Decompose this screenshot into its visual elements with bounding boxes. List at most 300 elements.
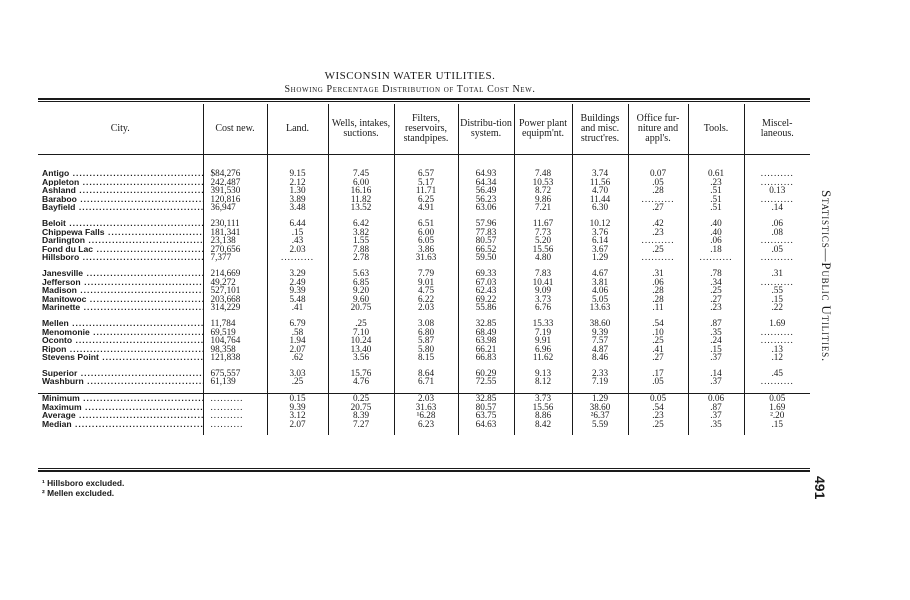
- city-name: Jefferson .....: [42, 278, 203, 287]
- table-row: [38, 169, 810, 178]
- value-cell: 9.01: [394, 278, 458, 287]
- value-cell: 7.83: [514, 269, 572, 278]
- city-cell: [38, 394, 203, 403]
- city-cell: [38, 269, 203, 278]
- value-cell: .31: [771, 268, 783, 278]
- value-cell: .11: [628, 303, 688, 312]
- spacer-cell: [572, 212, 628, 219]
- value-cell: 6.51: [394, 219, 458, 228]
- city-name: Mellen .....: [42, 319, 203, 328]
- spacer-row: [38, 155, 810, 170]
- value-cell: ²6.37: [572, 411, 628, 420]
- column-header: City.: [38, 104, 203, 155]
- column-header: Cost new.: [203, 104, 267, 155]
- value-cell: .06: [688, 236, 744, 245]
- city-cell: [38, 377, 203, 386]
- value-cell: 5.63: [328, 269, 394, 278]
- value-cell: 11.44: [572, 195, 628, 204]
- city-cell: [38, 336, 203, 345]
- spacer-cell: [744, 386, 810, 394]
- table-row: [38, 278, 810, 287]
- value-cell: 66.52: [458, 245, 514, 254]
- city-cell: [38, 228, 203, 237]
- cost-cell: 120,816: [203, 195, 267, 204]
- value-cell: 5.48: [267, 295, 328, 304]
- table-row: [38, 195, 810, 204]
- city-name: Manitowoc .....: [42, 295, 203, 304]
- value-cell: 2.07: [267, 345, 328, 354]
- city-cell: [38, 295, 203, 304]
- spacer-cell: [688, 428, 744, 435]
- spacer-cell: [744, 155, 810, 170]
- city-name: Median .....: [42, 420, 203, 429]
- spacer-cell: [38, 212, 203, 219]
- value-cell: .14: [688, 369, 744, 378]
- spacer-cell: [628, 312, 688, 319]
- value-cell: 38.60: [572, 403, 628, 412]
- spacer-cell: [38, 386, 203, 394]
- value-cell: 3.67: [572, 245, 628, 254]
- footnote-2: ² Mellen excluded.: [42, 488, 115, 498]
- value-cell: 6.05: [394, 236, 458, 245]
- value-cell: 6.85: [328, 278, 394, 287]
- value-cell: ..........: [760, 336, 794, 345]
- value-cell: 6.22: [394, 295, 458, 304]
- table-row: [38, 403, 810, 412]
- value-cell: 6.25: [394, 195, 458, 204]
- city-cell: [38, 178, 203, 187]
- spacer-cell: [628, 212, 688, 219]
- value-cell: 15.33: [514, 319, 572, 328]
- spacer-cell: [203, 155, 267, 170]
- cost-cell: $84,276: [203, 169, 267, 178]
- value-cell: 3.12: [267, 411, 328, 420]
- value-cell: 7.19: [514, 328, 572, 337]
- table-row: [38, 411, 810, 420]
- value-cell: 1.29: [572, 253, 628, 262]
- spacer-cell: [688, 386, 744, 394]
- column-header: Office fur-niture and appl's.: [628, 104, 688, 155]
- column-header: Distribu-tion system.: [458, 104, 514, 155]
- value-cell: .27: [688, 295, 744, 304]
- value-cell: 80.57: [458, 403, 514, 412]
- value-cell: 6.00: [394, 228, 458, 237]
- value-cell: .78: [688, 269, 744, 278]
- value-cell: 1.94: [267, 336, 328, 345]
- bottom-rule-thin: [38, 468, 810, 469]
- value-cell: 10.53: [514, 178, 572, 187]
- value-cell: 6.79: [267, 319, 328, 328]
- value-cell: 1.69: [769, 402, 786, 412]
- city-cell: [38, 195, 203, 204]
- value-cell: 64.63: [458, 420, 514, 429]
- value-cell: 7.45: [328, 169, 394, 178]
- spacer-cell: [267, 362, 328, 369]
- value-cell: 8.39: [328, 411, 394, 420]
- value-cell: ..........: [760, 377, 794, 387]
- city-cell: [38, 245, 203, 254]
- page-number: 491: [812, 476, 828, 500]
- value-cell: 63.06: [458, 203, 514, 212]
- value-cell: .15: [771, 294, 783, 304]
- cost-cell: 36,947: [203, 203, 267, 212]
- cost-cell: 61,139: [203, 377, 267, 386]
- spacer-cell: [628, 362, 688, 369]
- value-cell: 4.76: [328, 377, 394, 386]
- city-cell: [38, 219, 203, 228]
- value-cell: .17: [628, 369, 688, 378]
- city-cell: [38, 328, 203, 337]
- value-cell: .18: [688, 245, 744, 254]
- value-cell: ..........: [628, 236, 688, 245]
- table-row: [38, 336, 810, 345]
- value-cell: .51: [688, 203, 744, 212]
- value-cell: 2.33: [572, 369, 628, 378]
- spacer-cell: [38, 312, 203, 319]
- cost-cell: 242,487: [203, 178, 267, 187]
- value-cell: .35: [688, 420, 744, 429]
- city-name: Minimum .....: [42, 394, 203, 403]
- value-cell: 5.80: [394, 345, 458, 354]
- value-cell: 56.49: [458, 186, 514, 195]
- table-row: [38, 369, 810, 378]
- table-row: [38, 178, 810, 187]
- spacer-cell: [38, 262, 203, 269]
- value-cell: 11.56: [572, 178, 628, 187]
- cost-cell: 181,341: [203, 228, 267, 237]
- city-name: Baraboo .....: [42, 195, 203, 204]
- value-cell: 8.46: [572, 353, 628, 362]
- value-cell: 9.86: [514, 195, 572, 204]
- value-cell: .05: [771, 244, 783, 254]
- value-cell: 63.98: [458, 336, 514, 345]
- value-cell: 1.30: [267, 186, 328, 195]
- cost-cell: ..........: [203, 420, 267, 429]
- value-cell: .05: [628, 178, 688, 187]
- table-row: [38, 228, 810, 237]
- value-cell: 3.56: [328, 353, 394, 362]
- value-cell: .51: [688, 195, 744, 204]
- table-row: [38, 328, 810, 337]
- spacer-cell: [394, 262, 458, 269]
- value-cell: 6.44: [267, 219, 328, 228]
- value-cell: 32.85: [458, 319, 514, 328]
- value-cell: 6.80: [394, 328, 458, 337]
- city-cell: [38, 169, 203, 178]
- value-cell: .42: [628, 219, 688, 228]
- table-row: [38, 269, 810, 278]
- value-cell: ..........: [760, 177, 794, 187]
- spacer-cell: [688, 362, 744, 369]
- value-cell: 15.76: [328, 369, 394, 378]
- value-cell: .23: [628, 228, 688, 237]
- city-name: Oconto .....: [42, 336, 203, 345]
- spacer-cell: [514, 262, 572, 269]
- city-cell: [38, 353, 203, 362]
- value-cell: 9.39: [267, 286, 328, 295]
- value-cell: 6.96: [514, 345, 572, 354]
- value-cell: .23: [688, 178, 744, 187]
- value-cell: 13.40: [328, 345, 394, 354]
- city-cell: [38, 278, 203, 287]
- value-cell: 5.87: [394, 336, 458, 345]
- value-cell: 8.86: [514, 411, 572, 420]
- value-cell: .15: [267, 228, 328, 237]
- value-cell: 6.71: [394, 377, 458, 386]
- value-cell: 8.72: [514, 186, 572, 195]
- spacer-cell: [514, 155, 572, 170]
- value-cell: 3.89: [267, 195, 328, 204]
- spacer-cell: [688, 212, 744, 219]
- value-cell: 8.12: [514, 377, 572, 386]
- value-cell: ¹6.28: [394, 411, 458, 420]
- spacer-cell: [328, 362, 394, 369]
- value-cell: .51: [688, 186, 744, 195]
- value-cell: 11.82: [328, 195, 394, 204]
- value-cell: .40: [688, 219, 744, 228]
- table-row: [38, 295, 810, 304]
- value-cell: 31.63: [394, 403, 458, 412]
- value-cell: 6.57: [394, 169, 458, 178]
- value-cell: 2.03: [394, 303, 458, 312]
- value-cell: 77.83: [458, 228, 514, 237]
- value-cell: ..........: [760, 253, 794, 262]
- top-rule: [38, 98, 810, 100]
- value-cell: 1.55: [328, 236, 394, 245]
- value-cell: 7.10: [328, 328, 394, 337]
- value-cell: 66.83: [458, 353, 514, 362]
- city-cell: [38, 420, 203, 429]
- value-cell: 7.21: [514, 203, 572, 212]
- column-header: Miscel-laneous.: [744, 104, 810, 155]
- spacer-cell: [458, 428, 514, 435]
- value-cell: .40: [688, 228, 744, 237]
- spacer-cell: [38, 428, 203, 435]
- value-cell: .12: [771, 353, 783, 362]
- value-cell: ..........: [760, 194, 794, 204]
- value-cell: .27: [628, 353, 688, 362]
- value-cell: .25: [688, 286, 744, 295]
- value-cell: 3.81: [572, 278, 628, 287]
- value-cell: .37: [688, 353, 744, 362]
- value-cell: 59.50: [458, 253, 514, 262]
- value-cell: 4.91: [394, 203, 458, 212]
- value-cell: 55.86: [458, 303, 514, 312]
- city-name: Darlington .....: [42, 236, 203, 245]
- value-cell: .43: [267, 236, 328, 245]
- value-cell: .87: [688, 319, 744, 328]
- value-cell: .25: [267, 377, 328, 386]
- city-cell: [38, 186, 203, 195]
- value-cell: .34: [688, 278, 744, 287]
- cost-cell: 7,377: [203, 253, 267, 262]
- value-cell: 6.14: [572, 236, 628, 245]
- value-cell: 7.19: [572, 377, 628, 386]
- city-cell: [38, 411, 203, 420]
- value-cell: 7.73: [514, 228, 572, 237]
- value-cell: 3.73: [514, 295, 572, 304]
- spacer-cell: [458, 386, 514, 394]
- value-cell: ..........: [267, 253, 328, 262]
- spacer-cell: [203, 212, 267, 219]
- value-cell: .35: [688, 328, 744, 337]
- value-cell: 3.73: [514, 394, 572, 403]
- spacer-cell: [203, 428, 267, 435]
- city-name: Maximum .....: [42, 403, 203, 412]
- city-name: Menomonie .....: [42, 328, 203, 337]
- table-row: [38, 219, 810, 228]
- spacer-cell: [328, 312, 394, 319]
- city-name: Superior .....: [42, 369, 203, 378]
- value-cell: 0.61: [688, 169, 744, 178]
- footnotes: [42, 478, 124, 498]
- value-cell: .54: [628, 403, 688, 412]
- value-cell: .27: [628, 203, 688, 212]
- spacer-cell: [267, 386, 328, 394]
- city-cell: [38, 286, 203, 295]
- city-name: Ripon .....: [42, 345, 203, 354]
- value-cell: .87: [688, 403, 744, 412]
- spacer-cell: [267, 262, 328, 269]
- value-cell: 3.48: [267, 203, 328, 212]
- spacer-cell: [572, 262, 628, 269]
- value-cell: .31: [628, 269, 688, 278]
- city-cell: [38, 319, 203, 328]
- value-cell: 3.74: [572, 169, 628, 178]
- column-header: Buildings and misc. struct'res.: [572, 104, 628, 155]
- cost-cell: 121,838: [203, 353, 267, 362]
- value-cell: 2.12: [267, 178, 328, 187]
- spacer-cell: [328, 428, 394, 435]
- spacer-cell: [514, 428, 572, 435]
- value-cell: 6.42: [328, 219, 394, 228]
- value-cell: 9.09: [514, 286, 572, 295]
- table-row: [38, 377, 810, 386]
- value-cell: 3.76: [572, 228, 628, 237]
- value-cell: 32.85: [458, 394, 514, 403]
- spacer-cell: [203, 362, 267, 369]
- city-name: Marinette .....: [42, 303, 203, 312]
- cost-cell: 391,530: [203, 186, 267, 195]
- spacer-cell: [328, 386, 394, 394]
- value-cell: .55: [771, 286, 783, 295]
- spacer-cell: [328, 212, 394, 219]
- value-cell: ..........: [688, 253, 744, 262]
- spacer-cell: [744, 428, 810, 435]
- city-cell: [38, 203, 203, 212]
- value-cell: .14: [771, 203, 783, 212]
- spacer-cell: [267, 312, 328, 319]
- city-name: Stevens Point .....: [42, 353, 203, 362]
- spacer-cell: [328, 262, 394, 269]
- value-cell: .05: [628, 377, 688, 386]
- spacer-cell: [572, 155, 628, 170]
- running-head: Statistics—Public Utilities.: [819, 190, 834, 363]
- city-name: Madison .....: [42, 286, 203, 295]
- spacer-cell: [458, 212, 514, 219]
- spacer-cell: [267, 212, 328, 219]
- cost-cell: 675,557: [203, 369, 267, 378]
- value-cell: ..........: [628, 253, 688, 262]
- city-name: Beloit .....: [42, 219, 203, 228]
- value-cell: 3.82: [328, 228, 394, 237]
- cost-cell: 23,138: [203, 236, 267, 245]
- city-cell: [38, 303, 203, 312]
- cost-cell: ..........: [203, 403, 267, 412]
- value-cell: 20.75: [328, 303, 394, 312]
- value-cell: 16.16: [328, 186, 394, 195]
- table-row: [38, 245, 810, 254]
- spacer-cell: [744, 362, 810, 369]
- spacer-cell: [688, 262, 744, 269]
- value-cell: 62.43: [458, 286, 514, 295]
- value-cell: 0.07: [628, 169, 688, 178]
- city-name: Janesville .....: [42, 269, 203, 278]
- spacer-cell: [203, 386, 267, 394]
- value-cell: 56.23: [458, 195, 514, 204]
- table-row: [38, 186, 810, 195]
- value-cell: .10: [628, 328, 688, 337]
- value-cell: 10.41: [514, 278, 572, 287]
- column-header: Land.: [267, 104, 328, 155]
- spacer-cell: [572, 312, 628, 319]
- value-cell: 11.71: [394, 186, 458, 195]
- column-header: Filters, reservoirs, standpipes.: [394, 104, 458, 155]
- value-cell: 4.70: [572, 186, 628, 195]
- value-cell: 69.22: [458, 295, 514, 304]
- value-cell: 6.76: [514, 303, 572, 312]
- value-cell: 8.42: [514, 420, 572, 429]
- value-cell: .37: [688, 377, 744, 386]
- value-cell: 72.55: [458, 377, 514, 386]
- city-name: Appleton .....: [42, 178, 203, 187]
- value-cell: 3.29: [267, 269, 328, 278]
- city-name: Hillsboro .....: [42, 253, 203, 262]
- value-cell: .28: [628, 286, 688, 295]
- spacer-cell: [688, 312, 744, 319]
- value-cell: 31.63: [394, 253, 458, 262]
- spacer-row: [38, 362, 810, 369]
- value-cell: 5.05: [572, 295, 628, 304]
- spacer-cell: [628, 428, 688, 435]
- spacer-cell: [458, 262, 514, 269]
- value-cell: .37: [688, 411, 744, 420]
- cost-cell: 11,784: [203, 319, 267, 328]
- value-cell: 4.75: [394, 286, 458, 295]
- footnote-1: ¹ Hillsboro excluded.: [42, 478, 125, 488]
- value-cell: 9.39: [572, 328, 628, 337]
- value-cell: 69.33: [458, 269, 514, 278]
- spacer-cell: [628, 262, 688, 269]
- value-cell: 2.03: [267, 245, 328, 254]
- cost-cell: 98,358: [203, 345, 267, 354]
- value-cell: 57.96: [458, 219, 514, 228]
- value-cell: 68.49: [458, 328, 514, 337]
- city-cell: [38, 345, 203, 354]
- spacer-cell: [572, 362, 628, 369]
- spacer-row: [38, 312, 810, 319]
- value-cell: ..........: [628, 195, 688, 204]
- spacer-cell: [203, 262, 267, 269]
- value-cell: 9.39: [267, 403, 328, 412]
- table-row: [38, 353, 810, 362]
- value-cell: .06: [628, 278, 688, 287]
- value-cell: 7.79: [394, 269, 458, 278]
- city-cell: [38, 236, 203, 245]
- value-cell: 5.17: [394, 178, 458, 187]
- cost-cell: 203,668: [203, 295, 267, 304]
- column-header: Wells, intakes, suctions.: [328, 104, 394, 155]
